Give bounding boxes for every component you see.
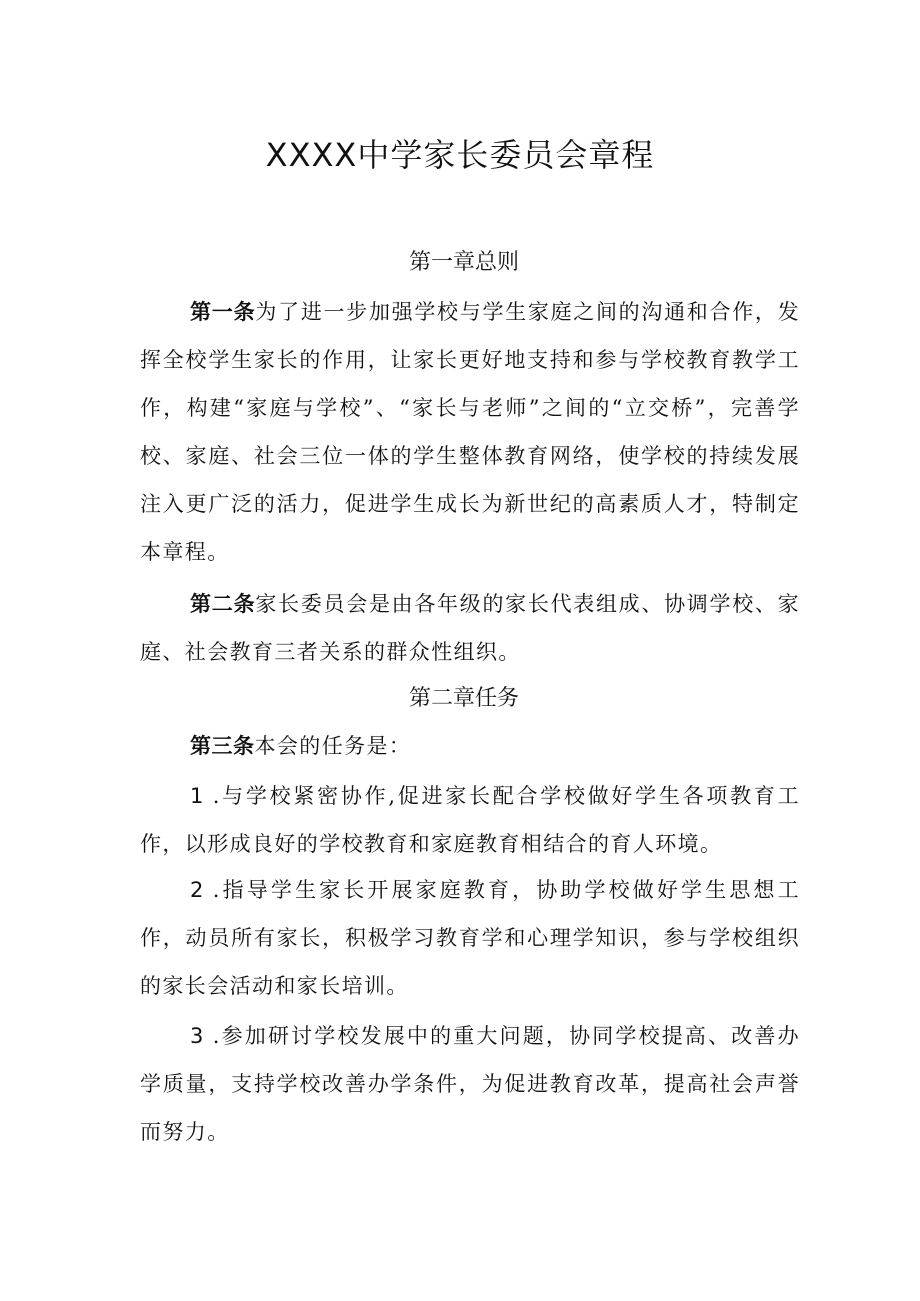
- list-item-1: [140, 772, 800, 868]
- article-2: [140, 580, 800, 676]
- list-item-2-text: .指导学生家长开展家庭教育，协助学校做好学生思想工作，动员所有家长，积极学习教育学和心理学知识，参与学校组织的家长会活动和家长培训。: [140, 878, 800, 998]
- list-item-1-number: 1: [190, 784, 205, 808]
- chapter-1-heading: 第一章总则: [408, 250, 519, 275]
- article-2-text: 家长委员会是由各年级的家长代表组成、协调学校、家庭、社会教育三者关系的群众性组织。: [140, 592, 800, 664]
- list-item-2: [140, 866, 800, 1010]
- article-1-text: 为了进一步加强学校与学生家庭之间的沟通和合作，发挥全校学生家长的作用，让家长更好地支持和参与学校教育教学工作，构建“家庭与学校”、“家长与老师”之间的“立交桥”，完善学校、家庭、社会三位一体的学生整体教育网络，使学校的持续发展注入更广泛的活力，促进学生成长为新世纪的高素质人才，特制定本章程。: [140, 300, 800, 564]
- article-3-text: 本会的任务是：: [254, 734, 412, 758]
- list-item-1-text: .与学校紧密协作,促进家长配合学校做好学生各项教育工作，以形成良好的学校教育和家庭教育相结合的育人环境。: [140, 784, 800, 856]
- document-title: XXXX中学家长委员会章程: [265, 136, 655, 174]
- list-item-2-number: 2: [190, 878, 205, 902]
- article-2-label: 第二条: [190, 592, 256, 616]
- article-3: [140, 722, 800, 770]
- article-1-label: 第一条: [190, 300, 256, 324]
- article-1: [140, 288, 800, 576]
- list-item-3-number: 3: [190, 1024, 205, 1048]
- article-3-label: 第三条: [190, 734, 255, 758]
- chapter-2-heading: 第二章任务: [408, 686, 519, 711]
- list-item-3: [140, 1012, 800, 1156]
- list-item-3-text: .参加研讨学校发展中的重大问题，协同学校提高、改善办学质量，支持学校改善办学条件，为促进教育改革，提高社会声誉而努力。: [140, 1024, 800, 1144]
